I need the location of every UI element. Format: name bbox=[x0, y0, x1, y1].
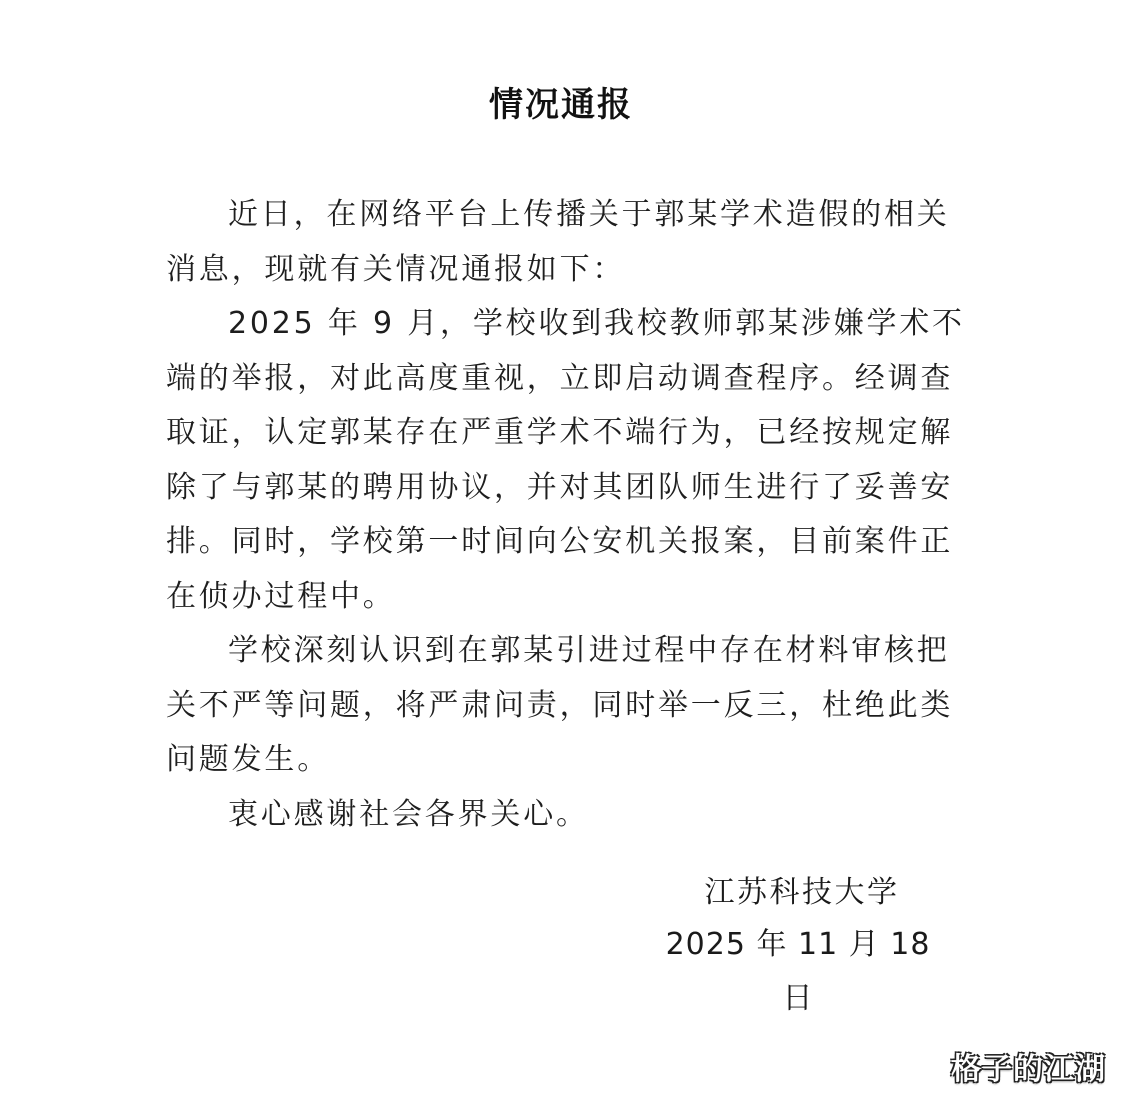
signature-organization: 江苏科技大学 bbox=[704, 875, 900, 910]
watermark: 格子的江湖 bbox=[951, 1052, 1106, 1087]
paragraph-investigation: 2025 年 9 月，学校收到我校教师郭某涉嫌学术不端的举报，对此高度重视，立即启动调查程序。经调查取证，认定郭某存在严重学术不端行为，已经按规定解除了与郭某的聘用协议，并对其团队师生进行了妥善安排。同时，学校第一时间向公安机关报案，目前案件正在侦办过程中。 bbox=[166, 306, 965, 614]
signature-date: 2025 年 11 月 18 日 bbox=[665, 927, 931, 1016]
page-title: 情况通报 bbox=[489, 85, 633, 125]
paragraph-accountability: 学校深刻认识到在郭某引进过程中存在材料审核把关不严等问题，将严肃问责，同时举一反三，杜绝此类问题发生。 bbox=[166, 633, 954, 777]
document-body bbox=[166, 188, 966, 842]
paragraph-intro: 近日，在网络平台上传播关于郭某学术造假的相关消息，现就有关情况通报如下： bbox=[166, 197, 950, 287]
paragraph-thanks: 衷心感谢社会各界关心。 bbox=[228, 796, 589, 832]
